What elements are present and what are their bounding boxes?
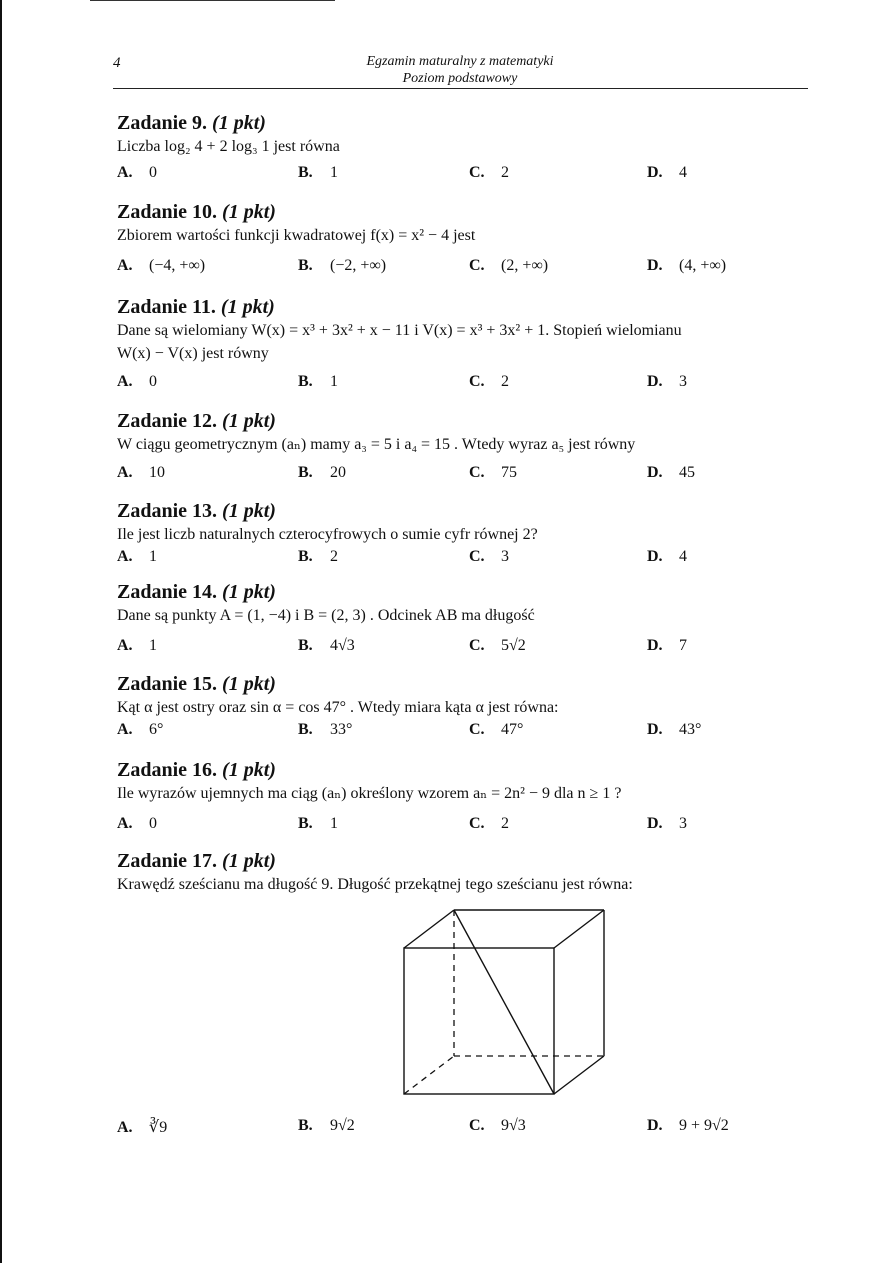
answer-c[interactable]: C. 75 bbox=[469, 464, 517, 481]
answer-a[interactable]: A. 0 bbox=[117, 164, 157, 181]
answer-a[interactable]: A. 0 bbox=[117, 373, 157, 390]
answer-d[interactable]: D. 4 bbox=[647, 548, 687, 565]
answer-options bbox=[117, 257, 817, 283]
answer-c[interactable]: C. 9√3 bbox=[469, 1117, 526, 1134]
answer-c[interactable]: C. 2 bbox=[469, 164, 509, 181]
task-question: Krawędź sześcianu ma długość 9. Długość przekątnej tego sześcianu jest równa: bbox=[117, 876, 633, 893]
task-label: Zadanie 13. bbox=[117, 500, 218, 522]
task-9 bbox=[117, 111, 817, 190]
task-points: (1 pkt) bbox=[222, 500, 276, 522]
answer-c[interactable]: C. 2 bbox=[469, 815, 509, 832]
task-15 bbox=[117, 672, 817, 747]
header-subtitle: Poziom podstawowy bbox=[402, 71, 518, 86]
answer-c[interactable]: C. 5√2 bbox=[469, 637, 526, 654]
task-question: Liczba log₂ 4 + 2 log₃ 1 jest równa bbox=[117, 138, 340, 155]
answer-d[interactable]: D. 4 bbox=[647, 164, 687, 181]
answer-options bbox=[117, 373, 817, 399]
header-title: Egzamin maturalny z matematyki bbox=[366, 54, 554, 69]
task-title bbox=[117, 758, 817, 782]
task-title bbox=[117, 295, 817, 319]
answer-a[interactable]: A. (−4, +∞) bbox=[117, 257, 206, 274]
task-label: Zadanie 9. bbox=[117, 112, 208, 134]
answer-options bbox=[117, 721, 817, 747]
answer-b[interactable]: B. 20 bbox=[298, 464, 346, 481]
task-title bbox=[117, 499, 817, 523]
task-points: (1 pkt) bbox=[222, 759, 276, 781]
answer-c[interactable]: C. 47° bbox=[469, 721, 524, 738]
answer-b[interactable]: B. 1 bbox=[298, 164, 338, 181]
cube-edge bbox=[554, 910, 604, 948]
answer-options bbox=[117, 815, 817, 841]
cube-front-face bbox=[404, 948, 554, 1094]
answer-options bbox=[117, 164, 817, 190]
answer-a[interactable]: A. 1 bbox=[117, 637, 157, 654]
task-points: (1 pkt) bbox=[222, 201, 276, 223]
task-title bbox=[117, 111, 817, 135]
cube-hidden-edge bbox=[404, 1056, 454, 1094]
page-number: 4 bbox=[113, 55, 121, 71]
answer-options bbox=[117, 464, 817, 490]
task-label: Zadanie 10. bbox=[117, 201, 218, 223]
answer-c[interactable]: C. (2, +∞) bbox=[469, 257, 549, 274]
task-question: Zbiorem wartości funkcji kwadratowej f(x) = x² − 4 jest bbox=[117, 227, 476, 244]
task-17-answers bbox=[117, 1111, 817, 1143]
task-16 bbox=[117, 758, 817, 841]
answer-d[interactable]: D. 7 bbox=[647, 637, 687, 654]
task-label: Zadanie 11. bbox=[117, 296, 216, 318]
answer-options bbox=[117, 548, 817, 574]
task-question: Ile jest liczb naturalnych czterocyfrowych o sumie cyfr równej 2? bbox=[117, 526, 538, 543]
task-title bbox=[117, 849, 817, 873]
task-label: Zadanie 14. bbox=[117, 581, 218, 603]
task-10 bbox=[117, 200, 817, 283]
task-question: Kąt α jest ostry oraz sin α = cos 47° . Wtedy miara kąta α jest równa: bbox=[117, 699, 559, 716]
answer-d[interactable]: D. 3 bbox=[647, 815, 687, 832]
answer-options bbox=[117, 1117, 817, 1143]
task-title bbox=[117, 409, 817, 433]
top-scan-line bbox=[90, 0, 335, 1]
cube-edge bbox=[404, 910, 454, 948]
answer-b[interactable]: B. 4√3 bbox=[298, 637, 355, 654]
answer-a[interactable]: A. 10 bbox=[117, 464, 165, 481]
task-title bbox=[117, 200, 817, 224]
task-points: (1 pkt) bbox=[222, 410, 276, 432]
answer-a[interactable]: A. 0 bbox=[117, 815, 157, 832]
task-label: Zadanie 17. bbox=[117, 850, 218, 872]
task-label: Zadanie 16. bbox=[117, 759, 218, 781]
cube-edge bbox=[554, 1056, 604, 1094]
answer-d[interactable]: D. 45 bbox=[647, 464, 695, 481]
answer-d[interactable]: D. (4, +∞) bbox=[647, 257, 727, 274]
task-11 bbox=[117, 295, 817, 399]
task-17 bbox=[117, 849, 817, 896]
task-points: (1 pkt) bbox=[212, 112, 266, 134]
answer-a[interactable]: A. 6° bbox=[117, 721, 164, 738]
answer-b[interactable]: B. 33° bbox=[298, 721, 353, 738]
answer-b[interactable]: B. 9√2 bbox=[298, 1117, 355, 1134]
answer-a[interactable]: A. 1 bbox=[117, 548, 157, 565]
answer-a[interactable]: A. ∛9 bbox=[117, 1119, 168, 1136]
answer-c[interactable]: C. 3 bbox=[469, 548, 509, 565]
task-question: W ciągu geometrycznym (aₙ) mamy a₃ = 5 i a₄ = 15 . Wtedy wyraz a₅ jest równy bbox=[117, 436, 636, 453]
answer-options bbox=[117, 637, 817, 663]
answer-b[interactable]: B. (−2, +∞) bbox=[298, 257, 387, 274]
cube-diagram bbox=[398, 906, 610, 1096]
answer-c[interactable]: C. 2 bbox=[469, 373, 509, 390]
answer-b[interactable]: B. 1 bbox=[298, 815, 338, 832]
answer-d[interactable]: D. 43° bbox=[647, 721, 702, 738]
task-title bbox=[117, 580, 817, 604]
task-question: Dane są wielomiany W(x) = x³ + 3x² + x − 11 i V(x) = x³ + 3x² + 1. Stopień wielomianu bbox=[117, 322, 682, 339]
header-rule bbox=[113, 88, 808, 89]
answer-b[interactable]: B. 2 bbox=[298, 548, 338, 565]
answer-b[interactable]: B. 1 bbox=[298, 373, 338, 390]
task-question: Ile wyrazów ujemnych ma ciąg (aₙ) określony wzorem aₙ = 2n² − 9 dla n ≥ 1 ? bbox=[117, 785, 622, 802]
task-points: (1 pkt) bbox=[222, 581, 276, 603]
task-12 bbox=[117, 409, 817, 490]
task-14 bbox=[117, 580, 817, 663]
answer-d[interactable]: D. 9 + 9√2 bbox=[647, 1117, 729, 1134]
task-points: (1 pkt) bbox=[220, 296, 275, 318]
task-title bbox=[117, 672, 817, 696]
left-scan-edge bbox=[0, 0, 10, 1263]
task-question-line2: W(x) − V(x) jest równy bbox=[117, 345, 269, 362]
task-13 bbox=[117, 499, 817, 574]
task-points: (1 pkt) bbox=[222, 850, 276, 872]
answer-d[interactable]: D. 3 bbox=[647, 373, 687, 390]
cube-diagonal bbox=[454, 910, 554, 1094]
task-label: Zadanie 15. bbox=[117, 673, 218, 695]
task-points: (1 pkt) bbox=[222, 673, 276, 695]
task-label: Zadanie 12. bbox=[117, 410, 218, 432]
task-question: Dane są punkty A = (1, −4) i B = (2, 3) . Odcinek AB ma długość bbox=[117, 607, 535, 624]
